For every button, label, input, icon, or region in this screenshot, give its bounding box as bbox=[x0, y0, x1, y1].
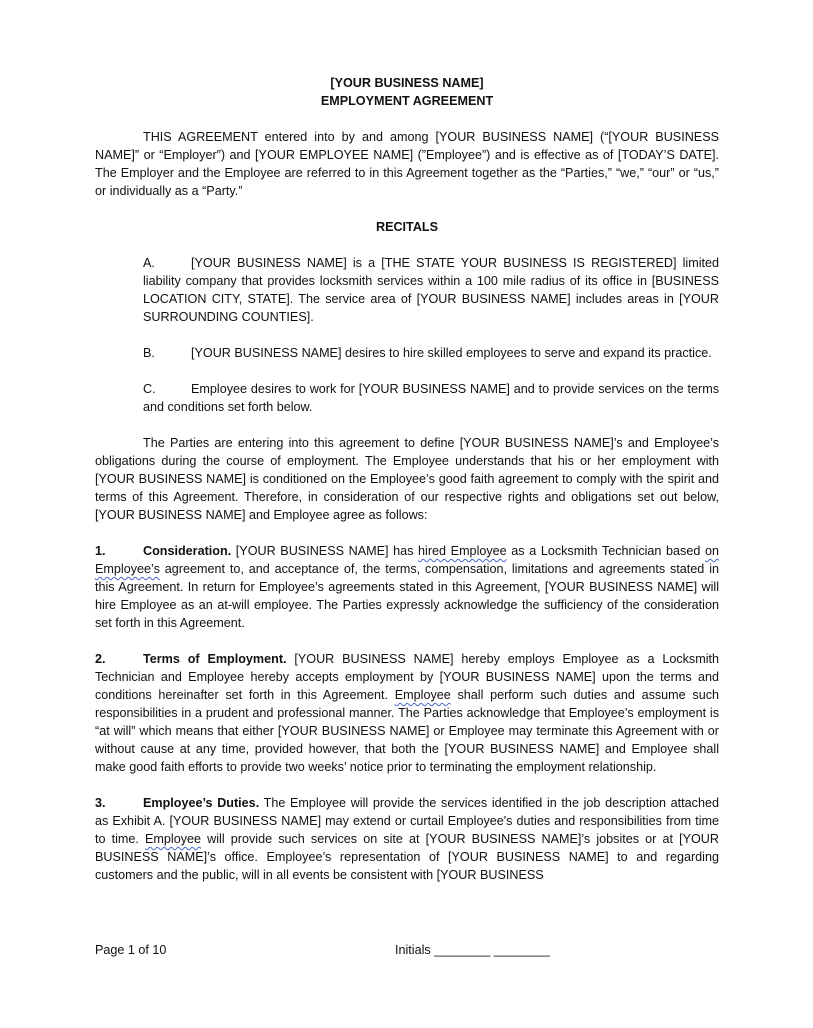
spellcheck-flag: Employee bbox=[394, 688, 451, 702]
recital-letter: A. bbox=[143, 256, 155, 270]
recital-c bbox=[143, 380, 719, 416]
section-number: 1. bbox=[95, 544, 106, 558]
business-name-heading: [YOUR BUSINESS NAME] bbox=[330, 76, 484, 90]
recital-text: Employee desires to work for [YOUR BUSINESS NAME] and to provide services on the terms and conditions set forth below. bbox=[143, 382, 719, 414]
section-text: The Employee will provide the services identified in the job description attached as Exhibit A. [YOUR BUSINESS NAME] may extend or curtail Employee's duties and responsibilities from time to time. bbox=[95, 796, 719, 846]
section-text: [YOUR BUSINESS NAME] hereby employs Employee as a Locksmith Technician and Employee hereby accepts employment by [YOUR BUSINESS NAME] upon the terms and conditions hereinafter set forth in this Agreement. bbox=[95, 652, 720, 702]
section-1 bbox=[95, 542, 719, 632]
section-text: as a Locksmith Technician based bbox=[506, 544, 705, 558]
recital-b bbox=[143, 344, 719, 362]
section-heading: Employee’s Duties. bbox=[143, 796, 260, 810]
spellcheck-flag: hired Employee bbox=[418, 544, 507, 558]
recital-letter: C. bbox=[143, 382, 156, 396]
section-heading: Terms of Employment. bbox=[143, 652, 287, 666]
section-3 bbox=[95, 794, 719, 884]
recital-text: [YOUR BUSINESS NAME] is a [THE STATE YOUR BUSINESS IS REGISTERED] limited liability company that provides locksmith services within a 100 mile radius of its office in [BUSINESS LOCATION CITY, STATE]. The service area of [YOUR BUSINESS NAME] includes areas in [YOUR SURROUNDING COUNTIES]. bbox=[143, 256, 719, 324]
section-text: will provide such services on site at [YOUR BUSINESS NAME]’s jobsites or at [YOUR BUSINESS NAME]’s office. Employee’s representation of [YOUR BUSINESS NAME] to and regarding customers and the public, will in all events be consistent with [YOUR BUSINESS bbox=[95, 832, 719, 882]
spellcheck-flag: Employee bbox=[145, 832, 202, 846]
section-number: 2. bbox=[95, 652, 106, 666]
section-text: agreement to, and acceptance of, the terms, compensation, limitations and agreements stated in this Agreement. In return for Employee’s agreements stated in this Agreement, [YOUR BUSINESS NAME] will hire Employee as an at-will employee. The Parties expressly acknowledge the sufficiency of the consideration set forth in this Agreement. bbox=[95, 562, 719, 630]
intro-paragraph: THIS AGREEMENT entered into by and among [YOUR BUSINESS NAME] (“[YOUR BUSINESS NAME]” or “Employer”) and [YOUR EMPLOYEE NAME] (”Employee”) and is effective as of [TODAY’S DATE]. The Employer and the Employee are referred to in this Agreement together as the “Parties,” “we,” “our” or “us,” or individually as a “Party.” bbox=[95, 130, 719, 198]
initials-line: Initials ________ ________ bbox=[395, 943, 550, 957]
recital-a bbox=[143, 254, 719, 326]
section-2 bbox=[95, 650, 719, 776]
section-heading: Consideration. bbox=[143, 544, 232, 558]
preamble-paragraph: The Parties are entering into this agreement to define [YOUR BUSINESS NAME]’s and Employee’s obligations during the course of employment. The Employee understands that his or her employment with [YOUR BUSINESS NAME] is conditioned on the Employee’s good faith agreement to comply with the spirit and terms of this Agreement. Therefore, in consideration of our respective rights and obligations set out below, [YOUR BUSINESS NAME] and Employee agree as follows: bbox=[95, 436, 719, 522]
recitals-heading: RECITALS bbox=[375, 220, 439, 234]
section-number: 3. bbox=[95, 796, 106, 810]
document-page bbox=[95, 74, 719, 884]
spellcheck-flag: on Employee’s bbox=[95, 544, 719, 576]
section-text: [YOUR BUSINESS NAME] has bbox=[235, 544, 419, 558]
document-title: EMPLOYMENT AGREEMENT bbox=[320, 94, 494, 108]
section-text: shall perform such duties and assume such responsibilities in a prudent and professional manner. The Parties acknowledge that Employee’s employment is “at will” which means that either [YOUR BUSINESS NAME] or Employee may terminate this Agreement with or without cause at any time, provided however, that both the [YOUR BUSINESS NAME] and Employee shall make good faith efforts to provide two weeks’ notice prior to terminating the employment relationship. bbox=[95, 688, 719, 774]
page-number: Page 1 of 10 bbox=[95, 943, 167, 957]
recital-text: [YOUR BUSINESS NAME] desires to hire skilled employees to serve and expand its practice. bbox=[191, 346, 712, 360]
recital-letter: B. bbox=[143, 346, 155, 360]
